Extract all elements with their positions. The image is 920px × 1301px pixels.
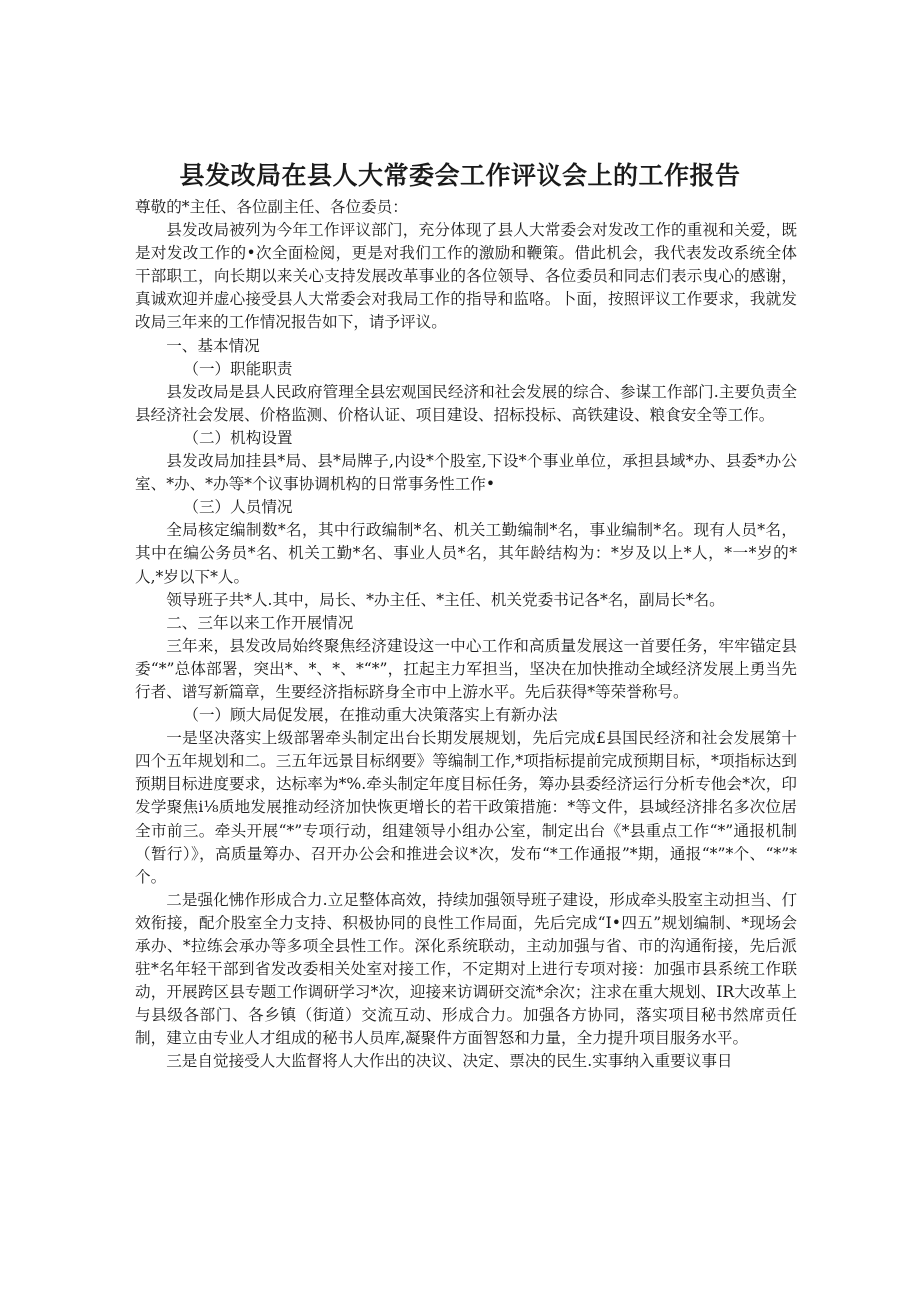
section-heading: 二、三年以来工作开展情况	[166, 613, 354, 632]
subsection-heading: （一）顾大局促发展，在推动重大决策落实上有新办法	[183, 706, 558, 725]
subsection-heading: （二）机构设置	[183, 428, 293, 447]
body-paragraph: 三年来，县发改局始终聚焦经济建设这一中心工作和高质量发展这一首要任务，牢牢锚定县委“*”总体部署，突出*、*、*、*“*”，扛起主力军担当，坚决在加快推动全域经济发展上勇当先行者、谱写新篇章，生要经济指标跻身全市中上游水平。先后获得*等荣誉称号。	[135, 636, 797, 701]
body-paragraph: 一是坚决落实上级部署牵头制定出台长期发展规划，先后完成£县国民经济和社会发展第十四个五年规划和二。三五年远景目标纲要》等编制工作,*项指标提前完成预期目标，*项指标达到预期目标进度要求，达标率为*%.牵头制定年度目标任务，筹办县委经济运行分析专他会*次，印发学聚焦i⅛质地发展推动经济加快恢更增长的若干政策措施：*等文件，县域经济排名多次位居全市前三。牵头开展“*”专项行动，组建领导小组办公室，制定出台《*县重点工作“*”通报机制（暂行）》，高质量筹办、召开办公会和推进会议*次，发布“*工作通报”*期，通报“*”*个、“*”*个。	[135, 729, 797, 886]
body-paragraph: 三是自觉接受人大监督将人大作出的决议、决定、票决的民生.实事纳入重要议事日	[166, 1052, 733, 1071]
section-heading: 一、基本情况	[166, 336, 260, 355]
subsection-heading: （三）人员情况	[183, 498, 293, 517]
paragraph-list	[135, 219, 797, 1073]
body-paragraph: 全局核定编制数*名，其中行政编制*名、机关工勤编制*名，事业编制*名。现有人员*名，其中在编公务员*名、机关工勤*名、事业人员*名，其年龄结构为：*岁及以上*人，*一*岁的*人,*岁以下*人。	[135, 521, 797, 586]
body-paragraph: 领导班子共*人.其中，局长、*办主任、*主任、机关党委书记各*名，副局长*名。	[166, 590, 725, 609]
body-paragraph: 二是强化怫作形成合力.立足整体高效，持续加强领导班子建设，形成牵头股室主动担当、仃效衔接，配介股室全力支持、积极协同的良性工作局面，先后完成“I•四五”规划编制、*现场会承办、*拉练会承办等多项全县性工作。深化系统联动，主动加强与省、市的沟通衔接，先后派驻*名年轻干部到省发改委相关处室对接工作，不定期对上进行专项对接：加强市县系统工作联动，开展跨区县专题工作调研学习*次，迎接来访调研交流*余次；注求在重大规划、IR大改革上与县级各部门、各乡镇（街道）交流互动、形成合力。加强各方协同，落实项目秘书然席贡任制，建立由专业人才组成的秘书人员库,凝聚件方面智怒和力量，全力提升项目服务水平。	[135, 890, 797, 1048]
subsection-heading: （一）职能职责	[183, 359, 293, 378]
body-paragraph: 县发改局加挂县*局、县*局牌子,内设*个股室,下设*个事业单位，承担县域*办、县委*办公室、*办、*办等*个议事协调机构的日常事务性工作•	[135, 452, 797, 494]
document-body	[135, 196, 797, 1074]
body-paragraph: 县发改局是县人民政府管理全县宏观国民经济和社会发展的综合、参谋工作部门.主要负责全县经济社会发展、价格监测、价格认证、项目建设、招标投标、高铁建设、粮食安全等工作。	[135, 382, 797, 424]
body-paragraph: 县发改局被列为今年工作评议部门，充分体现了县人大常委会对发改工作的重视和关爱，既是对发改工作的•次全面检阅，更是对我们工作的激励和鞭策。借此机会，我代表发改系统全体干部职工，向长期以来关心支持发展改革事业的各位领导、各位委员和同志们表示曳心的感谢，真诚欢迎并虚心接受县人大常委会对我局工作的指导和监咯。卜面，按照评议工作要求，我就发改局三年来的工作情况报告如下，请予评议。	[135, 221, 797, 332]
salutation: 尊敬的*主任、各位副主任、各位委员：	[135, 198, 408, 216]
document-title: 县发改局在县人大常委会工作评议会上的工作报告	[179, 160, 741, 190]
